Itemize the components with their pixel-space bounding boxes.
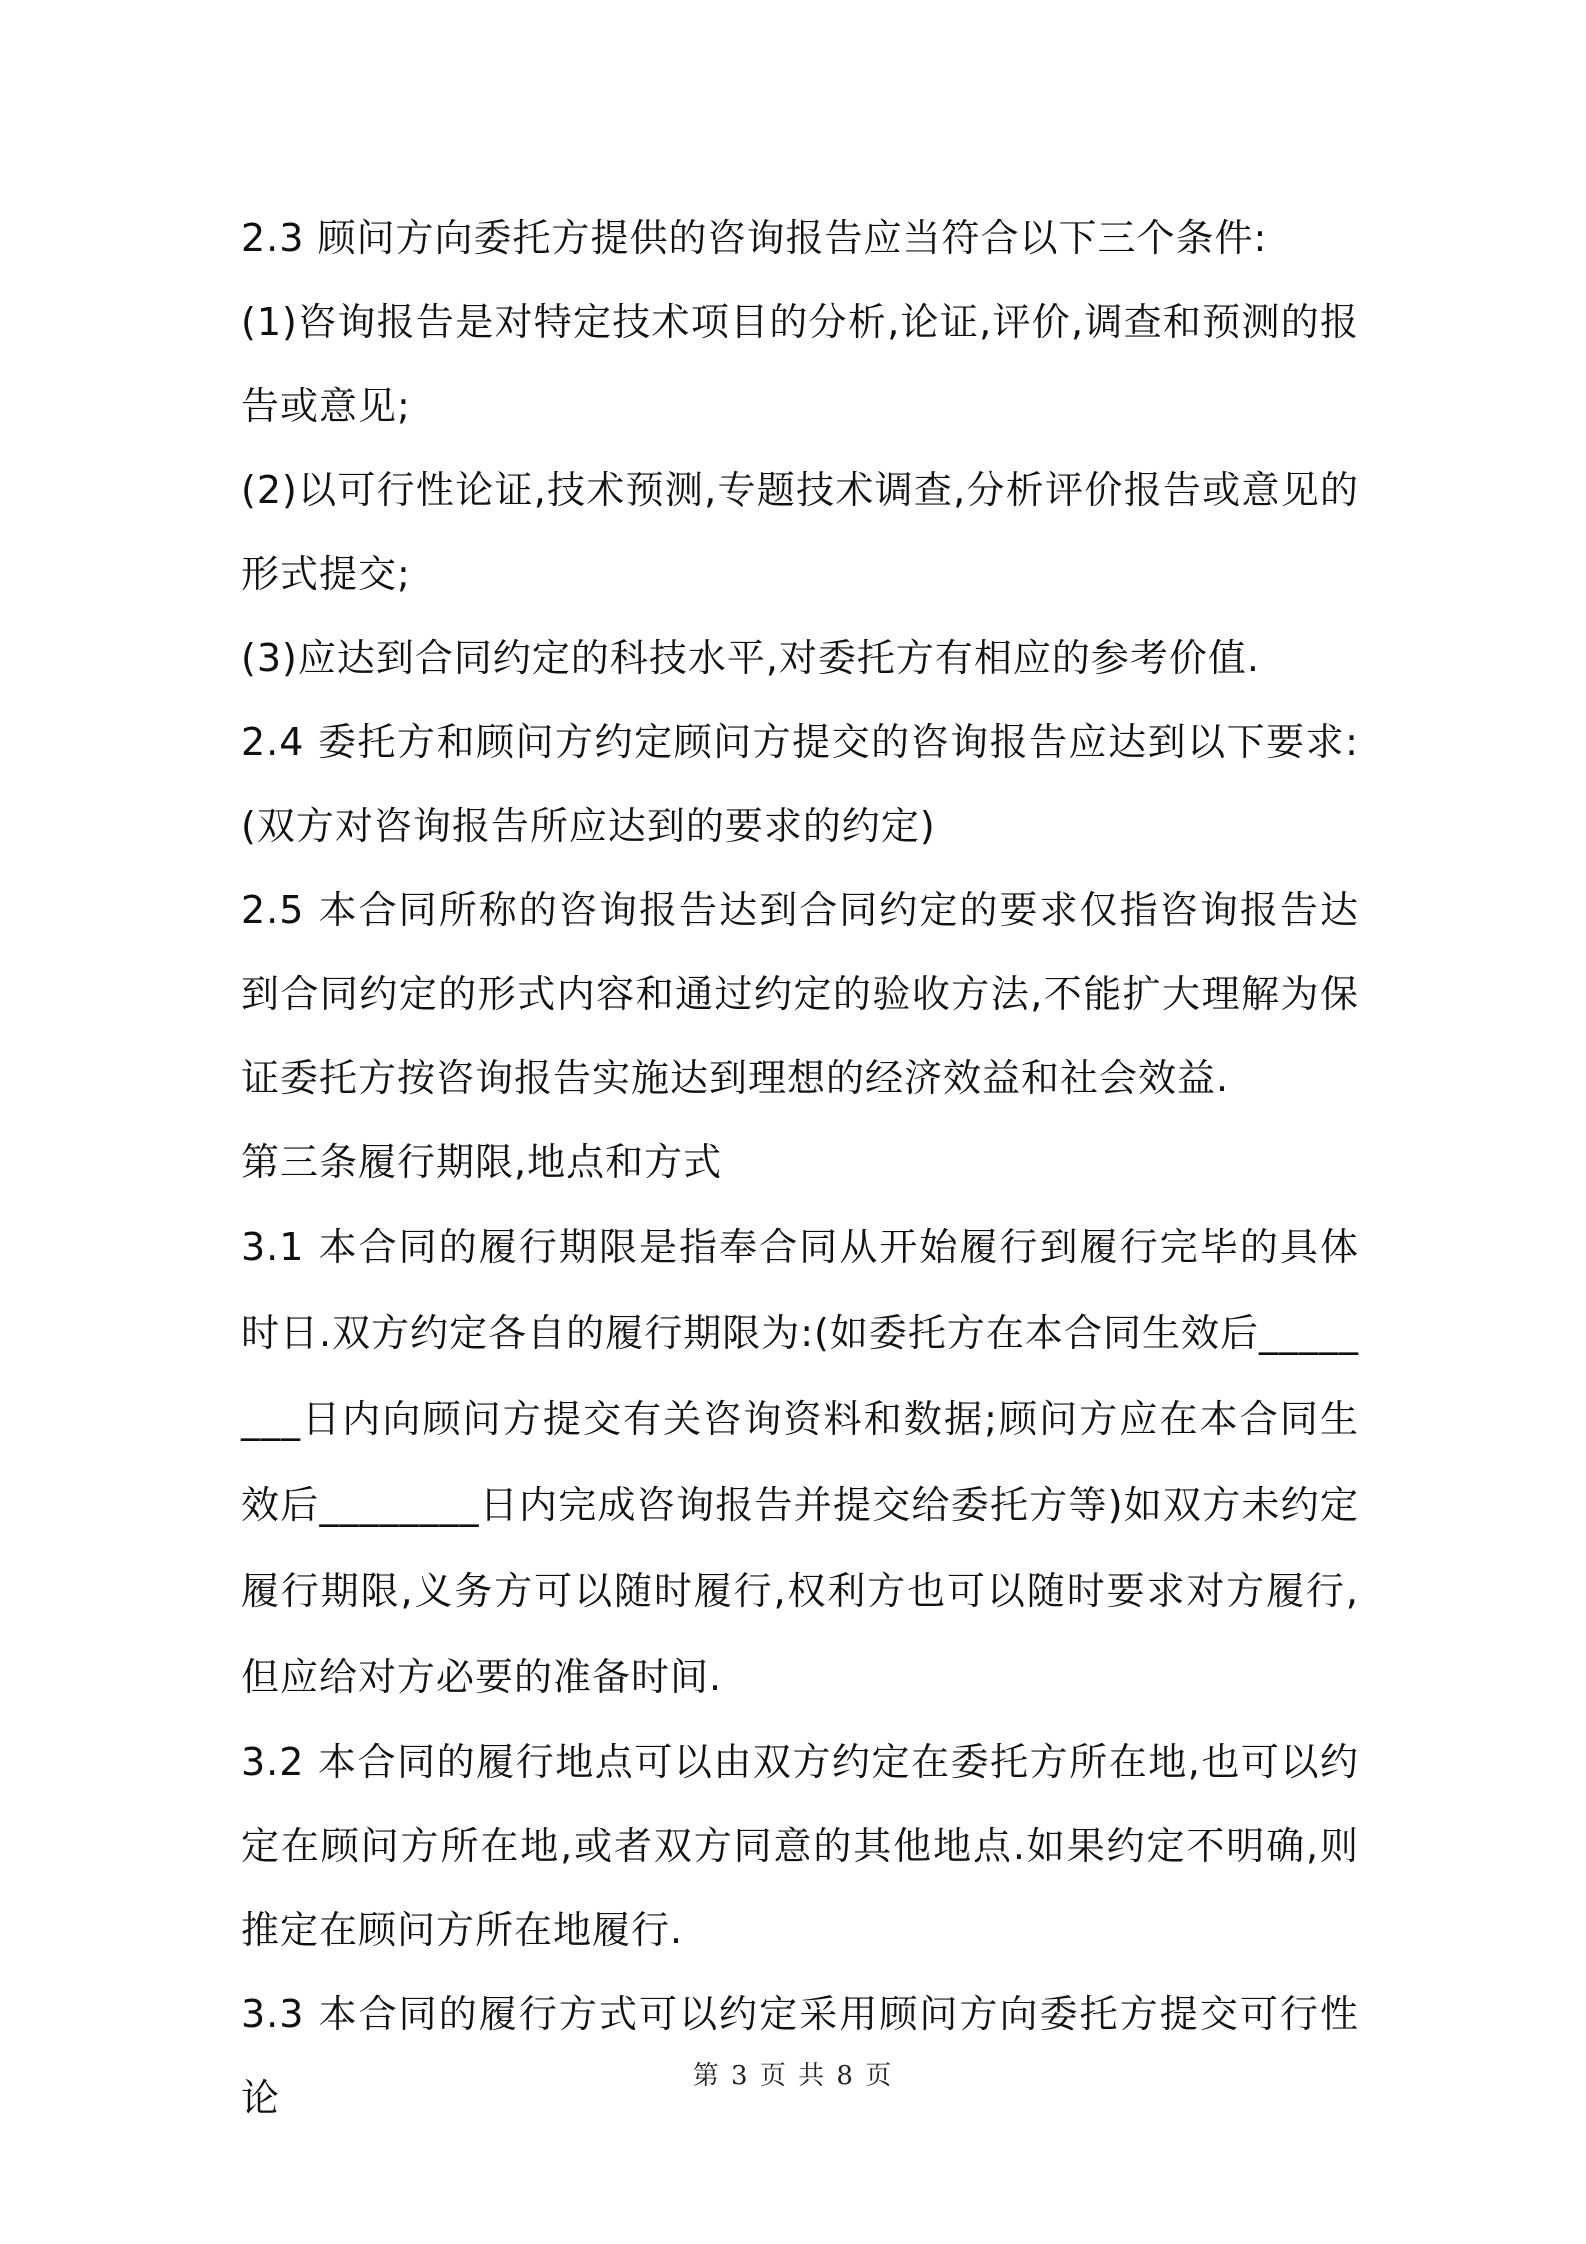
page-number-footer: 第 3 页 共 8 页 [692, 2061, 894, 2091]
paragraph-3-1: 3.1 本合同的履行期限是指奉合同从开始履行到履行完毕的具体时日.双方约定各自的履行期限为:(如委托方在本合同生效后________日内向顾问方提交有关咨询资料和数据;顾问方应在本合同生效后________日内完成咨询报告并提交给委托方等)如双方未约定履行期限,义务方可以随时履行,权利方也可以随时要求对方履行,但应给对方必要的准备时间. [241, 1225, 1359, 1699]
document-body [241, 196, 1359, 2140]
paragraph-item-1: (1)咨询报告是对特定技术项目的分析,论证,评价,调查和预测的报告或意见; [241, 300, 1359, 428]
paragraph-2-3: 2.3 顾问方向委托方提供的咨询报告应当符合以下三个条件: [241, 216, 1268, 260]
paragraph-2-4: 2.4 委托方和顾问方约定顾问方提交的咨询报告应达到以下要求:(双方对咨询报告所应达到的要求的约定) [241, 720, 1359, 848]
paragraph-3-3: 3.3 本合同的履行方式可以约定采用顾问方向委托方提交可行性论 [241, 1992, 1359, 2120]
paragraph-3-2: 3.2 本合同的履行地点可以由双方约定在委托方所在地,也可以约定在顾问方所在地,或者双方同意的其他地点.如果约定不明确,则推定在顾问方所在地履行. [241, 1740, 1359, 1952]
section-heading-article-3: 第三条履行期限,地点和方式 [241, 1140, 723, 1184]
paragraph-2-5: 2.5 本合同所称的咨询报告达到合同约定的要求仅指咨询报告达到合同约定的形式内容和通过约定的验收方法,不能扩大理解为保证委托方按咨询报告实施达到理想的经济效益和社会效益. [241, 888, 1359, 1100]
paragraph-item-2: (2)以可行性论证,技术预测,专题技术调查,分析评价报告或意见的形式提交; [241, 468, 1359, 596]
paragraph-item-3: (3)应达到合同约定的科技水平,对委托方有相应的参考价值. [241, 636, 1260, 680]
